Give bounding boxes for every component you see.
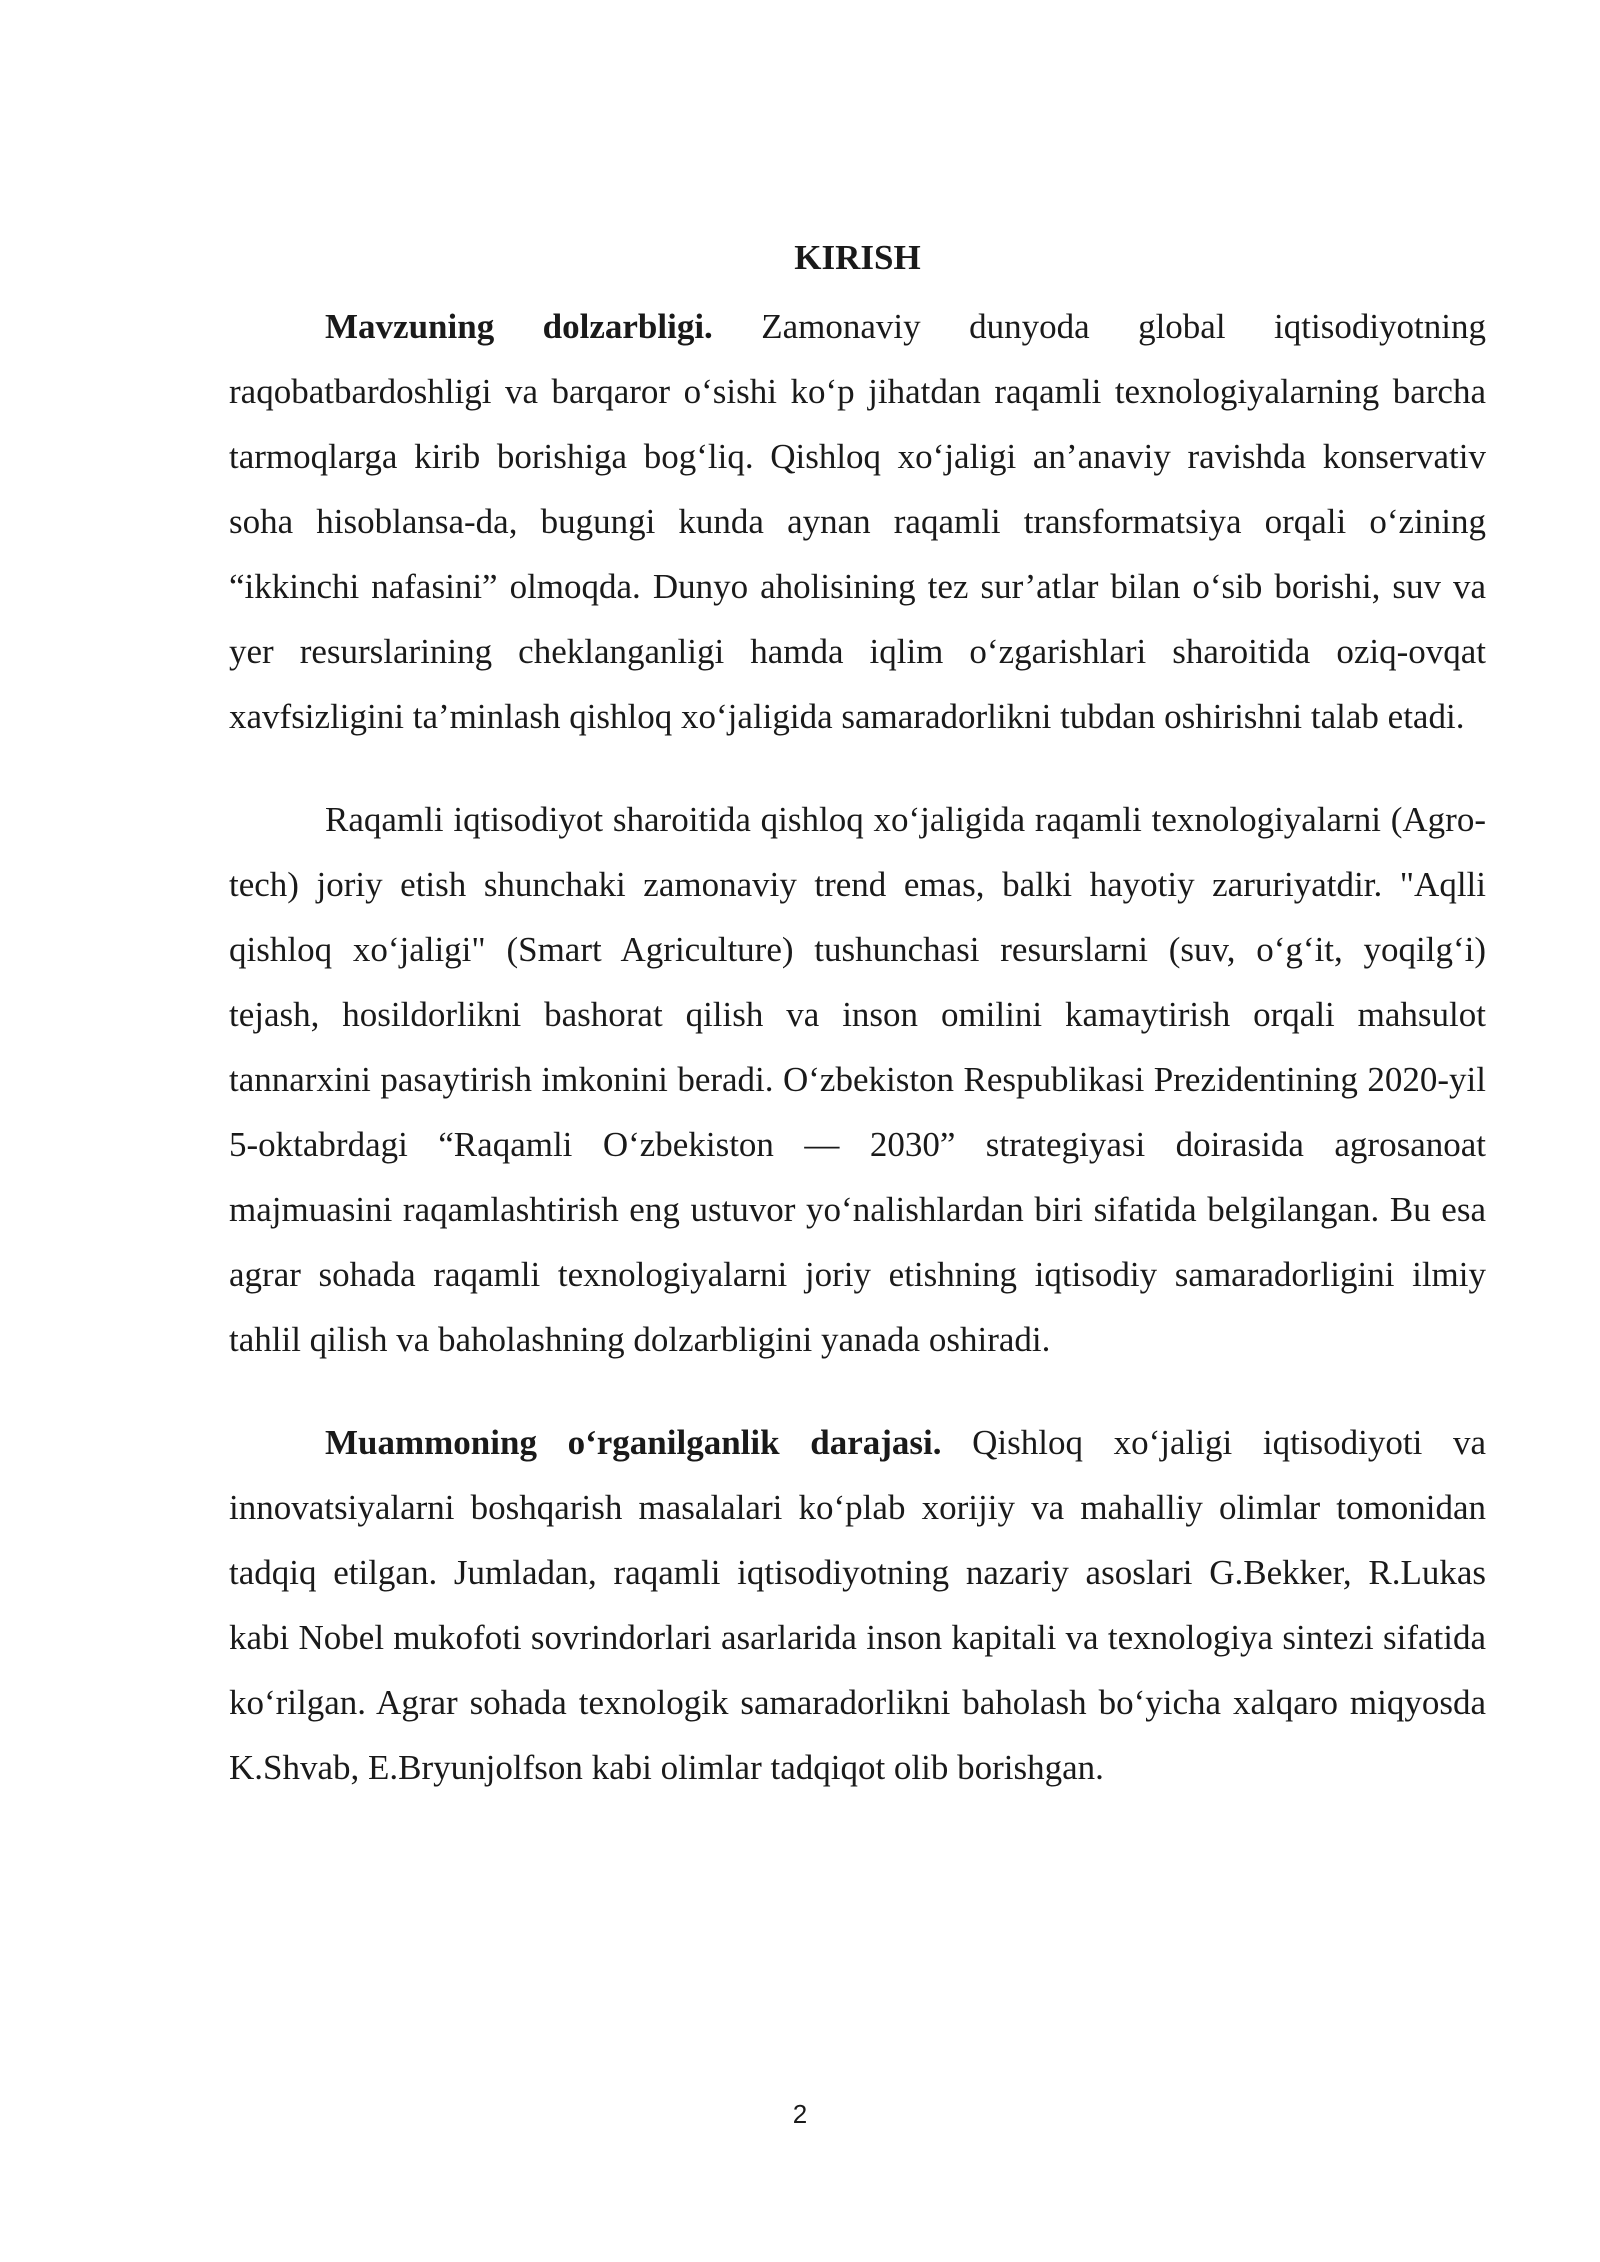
paragraph-lead-research-level: Muammoning o‘rganilganlik darajasi. (325, 1423, 942, 1462)
paragraph-text-relevance: Zamonaviy dunyoda global iqtisodiyotning raqobatbardoshligi va barqaror o‘sishi ko‘p jihatdan raqamli texnologiyalarning barcha tarmoqlarga kirib borishiga bog‘liq. Qishloq xo‘jaligi an’anaviy ravishda konservativ soha hisoblansa-da, bugungi kunda aynan raqamli transformatsiya orqali o‘zining “ikkinchi nafasini” olmoqda. Dunyo aholisining tez sur’atlar bilan o‘sib borishi, suv va yer resurslarining cheklanganligi hamda iqlim o‘zgarishlari sharoitida oziq-ovqat xavfsizligini ta’minlash qishloq xo‘jaligida samaradorlikni tubdan oshirishni talab etadi. (229, 307, 1486, 736)
page-number: 2 (792, 2099, 808, 2129)
section-heading: KIRISH (794, 238, 921, 277)
paragraph-text-digital-economy: Raqamli iqtisodiyot sharoitida qishloq xo‘jaligida raqamli texnologiyalarni (Agro-tech) joriy etish shunchaki zamonaviy trend emas, balki hayotiy zaruriyatdir. "Aqlli qishloq xo‘jaligi" (Smart Agriculture) tushunchasi resurslarni (suv, o‘g‘it, yoqilg‘i) tejash, hosildorlikni bashorat qilish va inson omilini kamaytirish orqali mahsulot tannarxini pasaytirish imkonini beradi. O‘zbekiston Respublikasi Prezidentining 2020-yil 5-oktabrdagi “Raqamli O‘zbekiston — 2030” strategiyasi doirasida agrosanoat majmuasini raqamlashtirish eng ustuvor yo‘nalishlardan biri sifatida belgilangan. Bu esa agrar sohada raqamli texnologiyalarni joriy etishning iqtisodiy samaradorligini ilmiy tahlil qilish va baholashning dolzarbligini yanada oshiradi. (229, 800, 1486, 1359)
paragraph-text-research-level: Qishloq xo‘jaligi iqtisodiyoti va innovatsiyalarni boshqarish masalalari ko‘plab xorijiy va mahalliy olimlar tomonidan tadqiq etilgan. Jumladan, raqamli iqtisodiyotning nazariy asoslari G.Bekker, R.Lukas kabi Nobel mukofoti sovrindorlari asarlarida inson kapitali va texnologiya sintezi sifatida ko‘rilgan. Agrar sohada texnologik samaradorlikni baholash bo‘yicha xalqaro miqyosda K.Shvab, E.Bryunjolfson kabi olimlar tadqiqot olib borishgan. (229, 1423, 1486, 1787)
paragraph-digital-economy (229, 787, 1486, 1372)
paragraph-relevance (229, 294, 1486, 749)
paragraph-research-level (229, 1410, 1486, 1800)
page-body (229, 232, 1486, 1800)
paragraph-lead-relevance: Mavzuning dolzarbligi. (325, 307, 713, 346)
